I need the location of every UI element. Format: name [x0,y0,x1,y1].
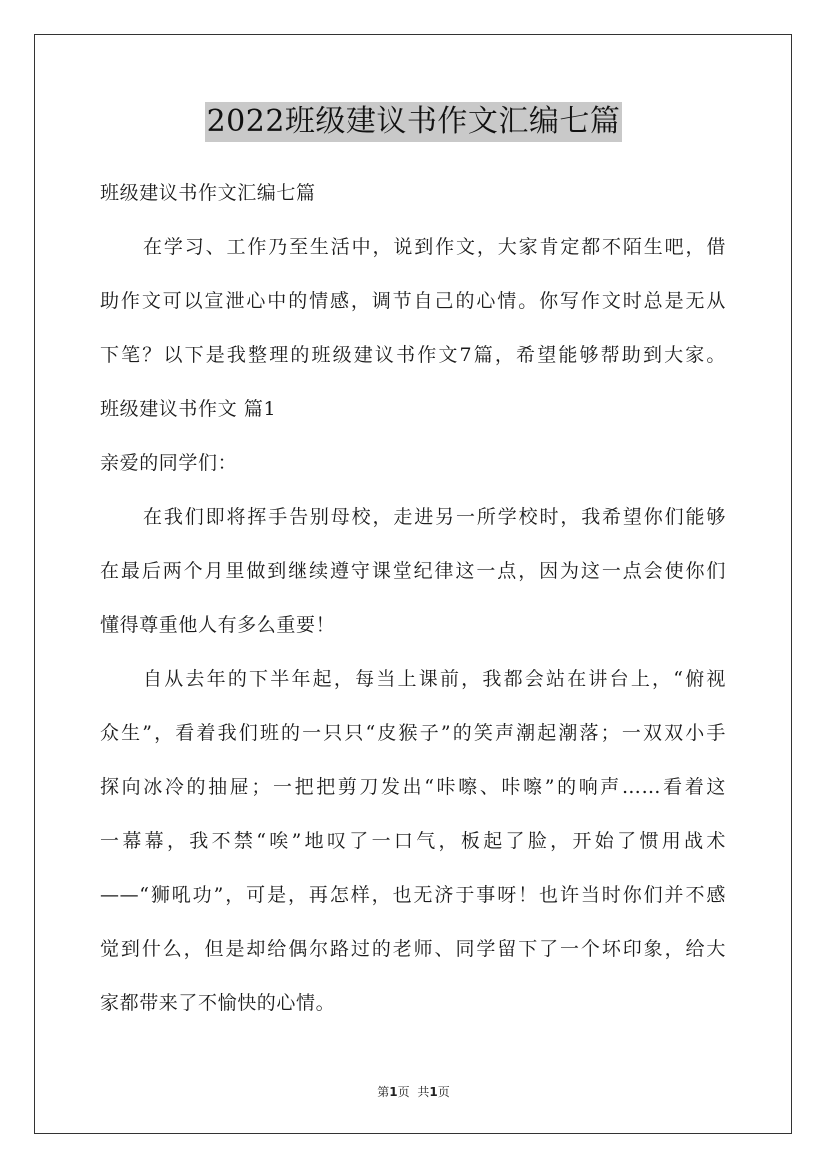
body-line: 在我们即将挥手告别母校，走进另一所学校时，我希望你们能够 [143,506,726,528]
page-prefix: 第 [377,1085,390,1099]
body-line: 助作文可以宣泄心中的情感，调节自己的心情。你写作文时总是无从 [100,290,726,312]
body-line: ——“狮吼功”，可是，再怎样，也无济于事呀！也许当时你们并不感 [100,884,726,906]
page-suffix: 页 [397,1085,410,1099]
body-line: 下笔？以下是我整理的班级建议书作文7篇，希望能够帮助到大家。 [100,344,726,366]
body-line: 懂得尊重他人有多么重要！ [100,614,336,636]
body-line: 亲爱的同学们： [100,452,238,474]
body-line: 自从去年的下半年起，每当上课前，我都会站在讲台上，“俯视 [143,668,726,690]
body-line: 班级建议书作文 篇1 [100,398,277,420]
total-suffix: 页 [437,1085,450,1099]
document-title: 2022班级建议书作文汇编七篇 [205,102,623,142]
total-prefix: 共 [417,1085,430,1099]
body-line: 在学习、工作乃至生活中，说到作文，大家肯定都不陌生吧，借 [143,236,726,258]
total-pages: 1 [429,1085,438,1099]
body-line: 在最后两个月里做到继续遵守课堂纪律这一点，因为这一点会使你们 [100,560,726,582]
page-footer [0,1083,827,1101]
page-number: 1 [389,1085,398,1099]
document-body [100,166,726,1030]
body-line: 班级建议书作文汇编七篇 [100,182,316,204]
title-container [0,102,827,142]
body-line: 一幕幕，我不禁“唉”地叹了一口气，板起了脸，开始了惯用战术 [100,830,726,852]
body-line: 家都带来了不愉快的心情。 [100,992,336,1014]
body-line: 觉到什么，但是却给偶尔路过的老师、同学留下了一个坏印象，给大 [100,938,726,960]
body-line: 探向冰冷的抽屉；一把把剪刀发出“咔嚓、咔嚓”的响声……看着这 [100,776,726,798]
body-line: 众生”，看着我们班的一只只“皮猴子”的笑声潮起潮落；一双双小手 [100,722,726,744]
